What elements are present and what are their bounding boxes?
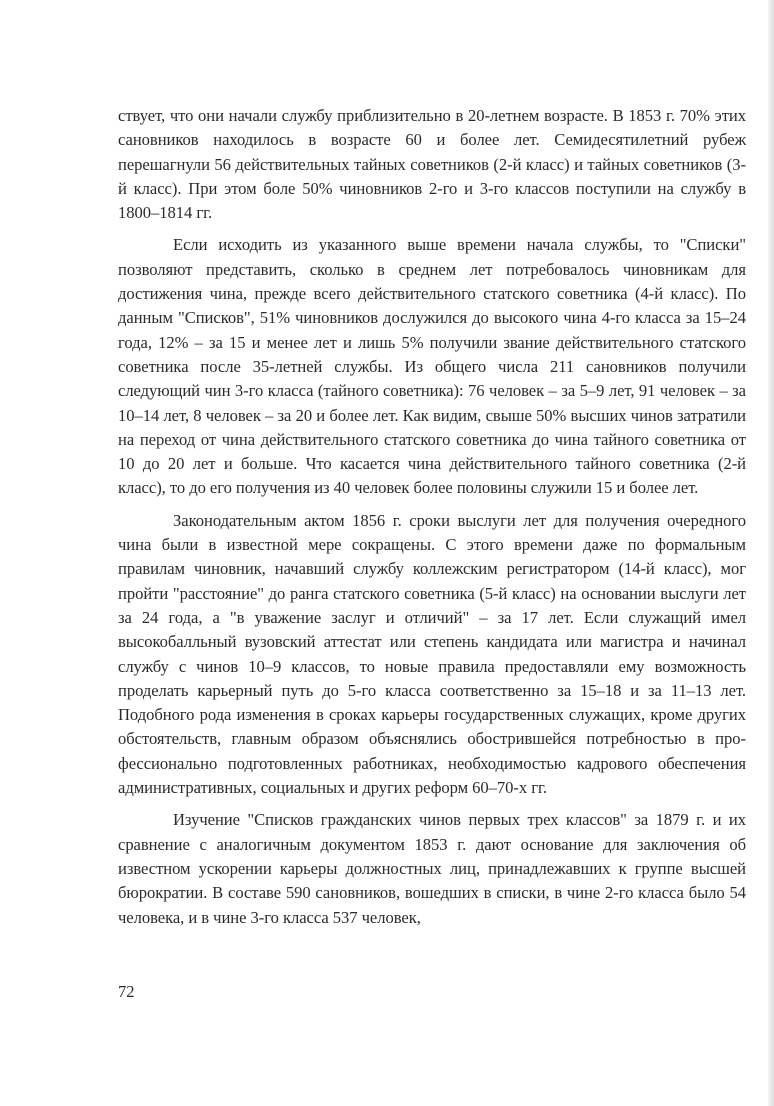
paragraph-1: ствует, что они начали службу приблизительно в 20-летнем возрасте. В 1853 г. 70% этих сановников находилось в возрасте 60 и более лет. Семидесятилетний рубеж перешагнули 56 действительных тайных советников (2-й класс) и тайных советников (3-й класс). При этом боле 50% чиновников 2-го и 3-го классов поступили на службу в 1800–1814 гг. [118,106,746,223]
paragraph-4: Изучение "Списков гражданских чинов первых трех классов" за 1879 г. и их сравнение с аналогичным документом 1853 г. дают основание для заключения об известном ускорении карьеры должностных лиц, принадлежавших к группе высшей бюрократии. В составе 590 сановников, вошедших в списки, в чине 2-го класса было 54 человека, и в чине 3-го класса 537 человек, [118,810,746,927]
body-text [118,104,746,938]
paragraph-3: Законодательным актом 1856 г. сроки выслуги лет для получения очередного чина были в известной мере сокращены. С этого времени даже по формальным правилам чиновник, начавший службу коллежским регистратором (14-й класс), мог пройти "расстояние" до ранга статского советника (5-й класс) на основании выслуги лет за 24 года, а "в уважение заслуг и отличий" – за 17 лет. Если служащий имел высокобалльный вузовский аттестат или степень кандидата или магистра и начинал службу с чинов 10–9 классов, то новые правила предоставляли ему возможность проделать карьерный путь до 5-го класса соответственно за 15–18 и за 11–13 лет. Подобного рода изменения в сроках карьеры государственных служащих, кроме других обстоятельств, главным образом объяснялись обострившейся потребностью в профессионально подготовленных работниках, необходимостью кадрового обеспечения административных, социальных и других реформ 60–70-х гг. [118,510,746,798]
page-edge-shadow [768,0,774,1106]
paragraph-2: Если исходить из указанного выше времени начала службы, то "Списки" позволяют представить, сколько в среднем лет потребовалось чиновникам для достижения чина, прежде всего действительного статского советника (4-й класс). По данным "Списков", 51% чиновников дослужился до высокого чина 4-го класса за 15–24 года, 12% – за 15 и менее лет и лишь 5% получили звание действительного статского советника после 35-летней службы. Из общего числа 211 сановников получили следующий чин 3-го класса (тайного советника): 76 человек – за 5–9 лет, 91 человек – за 10–14 лет, 8 человек – за 20 и более лет. Как видим, свыше 50% высших чинов затратили на переход от чина действительного статского советника до чина тайного советника от 10 до 20 лет и больше. Что касается чина действительного тайного советника (2-й класс), то до его получения из 40 человек более половины служили 15 и более лет. [118,235,746,498]
page-number: 72 [118,982,135,1001]
